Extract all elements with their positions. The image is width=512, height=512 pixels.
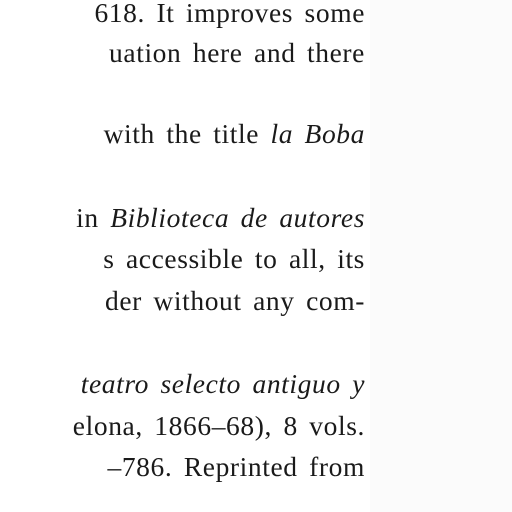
text-line-2: uation here and there	[109, 37, 365, 68]
text-line-7: teatro selecto antiguo y	[80, 368, 365, 399]
text-line-8: elona, 1866–68), 8 vols.	[72, 410, 365, 441]
text-line-3: with the title la Boba	[103, 118, 365, 149]
text-line-5: s accessible to all, its	[103, 243, 365, 274]
text-line-1: 618. It improves some	[94, 0, 365, 28]
text-line-4: in Biblioteca de autores	[76, 202, 365, 233]
text-line-6: der without any com-	[105, 285, 365, 316]
text-line-9: –786. Reprinted from	[107, 451, 365, 482]
